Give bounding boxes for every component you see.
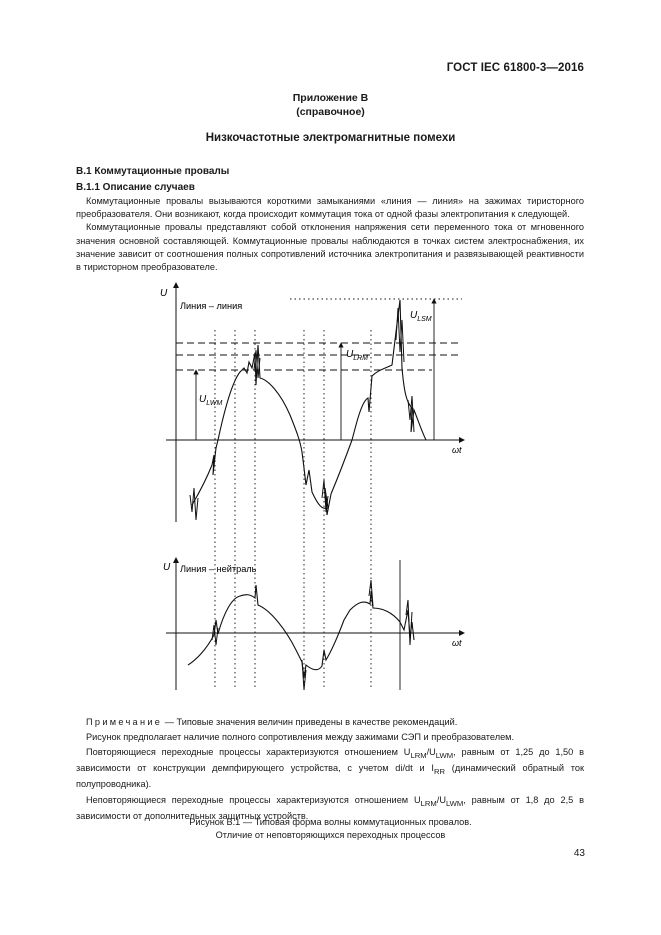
note-1: Примечание — Типовые значения величин приведены в качестве рекомендаций.: [86, 717, 458, 727]
figure-caption: [0, 816, 661, 842]
note-4: Неповторяющиеся переходные процессы характеризуются отношением $U_{LRM}/U_{LWM}$, равным от 1,8 до 2,5 в зависимости от дополнительных защитных устройств.: [76, 794, 584, 821]
paragraph-1: Коммутационные провалы вызываются короткими замыканиями «линия — линия» на зажимах тиристорного преобразователя. Они возникают, когда происходит коммутация тока от одной фазы электропитания к следующей.: [76, 196, 584, 220]
appendix-subtitle: (справочное): [296, 106, 365, 118]
caption-line-2: Отличие от неповторяющихся переходных процессов: [215, 830, 446, 840]
bottom-graph-label: Линия – нейтраль: [180, 564, 257, 574]
bottom-x-label: ωt: [452, 638, 462, 648]
svg-text:ULWM: $U_{LWM}$: [199, 394, 223, 407]
section-title: В.1 Коммутационные провалы: [76, 166, 230, 177]
svg-text:ULRM: $U_{LRM}$: [346, 349, 369, 362]
main-title: Низкочастотные электромагнитные помехи: [205, 132, 456, 144]
u-lwm-label: U: [199, 394, 207, 405]
caption-line-1: Рисунок В.1 — Типовая форма волны коммутационных провалов.: [189, 817, 472, 827]
top-y-label: U: [160, 288, 168, 299]
u-lsm-label: U: [410, 310, 418, 321]
standard-code: ГОСТ IEC 61800-3—2016: [446, 62, 584, 74]
body-text: [76, 195, 584, 274]
line-neutral-waveform: [188, 585, 414, 678]
bottom-y-label: U: [163, 562, 171, 573]
note-3: Повторяющиеся переходные процессы характеризуются отношением $U_{LRM}/U_{LWM}$, равным от 1,25 до 1,50 в зависимости от конструкции демпфирующего устройства, с учетом di/dt и $I_{RR}$ (динамический обратный ток полупроводника).: [76, 747, 584, 790]
waveform-figure: [0, 270, 661, 710]
top-x-label: ωt: [452, 445, 462, 455]
line-line-waveform: [192, 300, 434, 515]
subsection-title: В.1.1 Описание случаев: [76, 182, 195, 193]
appendix-title: Приложение В: [292, 92, 369, 104]
page-number: 43: [573, 848, 585, 859]
top-graph-label: Линия – линия: [180, 301, 243, 311]
figure-notes: [76, 716, 584, 825]
u-lrm-label: U: [346, 349, 354, 360]
svg-text:ULSM: $U_{LSM}$: [410, 310, 432, 323]
paragraph-2: Коммутационные провалы представляют собой отклонения напряжения сети переменного тока от мгновенного значения основной составляющей. Коммутационные провалы наблюдаются в точках систем электроснабжения, их значение зависит от соотношения полных сопротивлений источника электропитания и развязывающей реактивности в тиристорном преобразователе.: [76, 222, 584, 273]
note-2: Рисунок предполагает наличие полного сопротивления между зажимами СЭП и преобразователем.: [86, 732, 515, 743]
